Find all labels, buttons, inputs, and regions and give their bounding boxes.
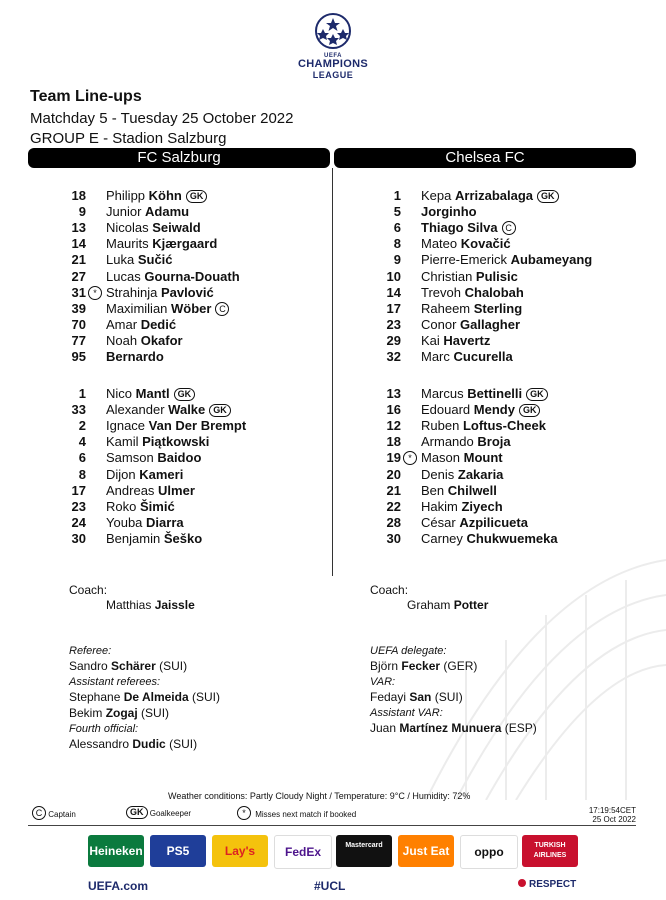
delegate-last: Fecker [401,659,441,673]
group-venue-line: GROUP E - Stadion Salzburg [30,130,227,147]
player-row [40,450,330,466]
player-row [40,386,330,402]
player-first-name: Benjamin [106,530,161,546]
player-row [40,531,330,547]
captain-icon: C [502,221,516,235]
player-row [40,499,330,515]
logo-league: LEAGUE [312,70,354,80]
player-first-name: Pierre-Emerick [421,252,507,268]
player-number: 13 [386,386,401,401]
player-last-name: Kjærgaard [152,236,218,252]
player-last-name: Gourna-Douath [144,268,240,284]
player-number: 17 [71,482,86,498]
player-name [421,349,513,365]
player-row [40,515,330,531]
player-name [106,204,189,220]
fourth-last: Dudic [132,737,166,751]
player-name [421,483,497,499]
player-name [421,236,511,252]
legend-booking [236,806,356,820]
goalkeeper-icon: GK [526,388,548,401]
player-last-name: Jorginho [421,204,477,220]
player-row [355,467,645,483]
home-coach-label: Coach: [69,583,108,597]
player-first-name: Samson [106,450,154,466]
timestamp-date: 25 Oct 2022 [592,815,636,824]
player-name [106,349,164,365]
ar1-first: Stephane [69,690,121,704]
player-name [106,418,246,434]
away-team-header: Chelsea FC [334,148,636,168]
player-number: 33 [71,402,86,418]
player-row [40,301,330,317]
player-number: 16 [386,402,401,418]
player-number: 12 [386,418,401,434]
player-last-name: Broja [477,434,511,450]
player-number: 6 [78,450,86,466]
player-last-name: Šimić [139,498,175,514]
player-last-name: Kameri [139,466,184,482]
assistant-referees-label: Assistant referees: [69,676,161,688]
player-name [106,220,201,236]
player-number: 5 [393,204,401,220]
player-name [421,269,518,285]
player-number: 21 [71,252,86,268]
player-first-name: Philipp [106,188,146,203]
player-row [355,531,645,547]
sponsor-logo: TURKISH AIRLINES [522,835,578,867]
player-name [421,386,548,402]
player-last-name: Bettinelli [467,386,523,401]
player-number: 9 [78,204,86,220]
player-first-name: Ruben [421,418,460,434]
player-name [421,204,477,220]
player-last-name: Šeško [163,530,203,546]
player-first-name: Noah [106,332,138,348]
player-number: 1 [393,188,401,203]
player-name [421,220,516,236]
player-number: 20 [386,466,401,482]
fourth-official [69,737,197,751]
player-number: 77 [71,332,86,348]
player-name [421,317,520,333]
player-last-name: Mendy [473,402,515,418]
player-first-name: Denis [421,466,455,482]
player-name [106,483,195,499]
legend-captain [32,806,76,820]
player-row [40,349,330,365]
referee-nat: (SUI) [159,659,188,673]
player-number: 30 [71,530,86,546]
player-row [355,236,645,252]
player-row [40,252,330,268]
player-number: 29 [386,332,401,348]
player-row [40,434,330,450]
player-row [355,301,645,317]
player-name [106,301,229,317]
player-number: 14 [71,236,86,252]
player-row [355,402,645,418]
legend-booking-text: Misses next match if booked [255,810,357,819]
player-row [40,467,330,483]
legend-goalkeeper [126,806,191,819]
player-last-name: Sučić [137,252,173,268]
ar1-last: De Almeida [123,690,189,704]
timestamp-time: 17:19:54CET [588,806,636,815]
player-first-name: Raheem [421,300,471,316]
footer-divider [28,825,636,826]
starball-icon [314,12,352,52]
player-row [355,450,645,466]
player-first-name: Amar [106,316,138,332]
player-number: 10 [386,268,401,284]
player-number: 32 [386,349,401,364]
var-label: VAR: [370,676,396,688]
player-number: 23 [386,316,401,332]
player-last-name: Adamu [145,204,190,220]
referee-label: Referee: [69,645,112,657]
player-number: 22 [386,498,401,514]
player-number: 17 [386,300,401,316]
player-name [106,252,173,268]
player-name [421,285,524,301]
player-first-name: Ben [421,482,445,498]
home-team-header: FC Salzburg [28,148,330,168]
player-last-name: Van Der Brempt [148,418,247,434]
player-number: 19 [386,450,401,466]
player-name [421,301,522,317]
player-row [355,188,645,204]
player-name [106,434,209,450]
player-row [355,333,645,349]
player-row [355,269,645,285]
player-row [355,349,645,365]
logo-uefa: UEFA [323,53,342,59]
player-first-name: Christian [421,268,473,284]
player-name [421,531,558,547]
player-row [355,483,645,499]
player-name [106,386,195,402]
assistant-referee-2 [69,706,169,720]
ar2-last: Zogaj [105,706,138,720]
player-first-name: Armando [421,434,474,450]
player-row [355,252,645,268]
player-name [106,499,175,515]
legend-captain-text: Captain [48,810,76,819]
player-row [355,220,645,236]
booking-star-icon: * [88,286,102,300]
player-last-name: Wöber [171,300,212,316]
player-number: 4 [78,434,86,450]
player-last-name: Gallagher [460,316,521,332]
player-last-name: Chukwuemeka [466,530,558,546]
player-number: 6 [393,220,401,236]
player-last-name: Azpilicueta [459,514,528,530]
sponsor-logo: Just Eat [398,835,454,867]
player-first-name: Kepa [421,188,452,203]
player-last-name: Dedić [140,316,177,332]
player-name [106,402,231,418]
player-number: 31 [71,284,86,300]
player-last-name: Piątkowski [142,434,210,450]
goalkeeper-icon: GK [186,190,208,203]
player-first-name: Lucas [106,268,141,284]
player-name [421,252,592,268]
player-row [355,317,645,333]
legend-goalkeeper-text: Goalkeeper [149,809,192,818]
player-row [355,386,645,402]
player-row [40,285,330,301]
away-coach-first: Graham [407,598,451,612]
player-first-name: Carney [421,530,463,546]
player-last-name: Pavlović [160,284,214,300]
player-row [40,333,330,349]
player-last-name: Havertz [443,332,491,348]
home-coach [106,598,195,612]
fourth-first: Alessandro [69,737,130,751]
respect-icon [518,879,526,887]
player-last-name: Kovačić [460,236,511,252]
player-number: 39 [71,300,86,316]
player-last-name: Bernardo [106,349,164,364]
player-name [106,531,202,547]
var-last: San [409,690,432,704]
champions-league-logo [285,12,381,80]
player-first-name: Junior [106,204,142,220]
player-first-name: Conor [421,316,457,332]
sponsor-logo: FedEx [274,835,332,869]
column-divider [332,168,333,576]
home-coach-first: Matthias [106,598,152,612]
player-first-name: Strahinja [106,284,158,300]
goalkeeper-icon: GK [519,404,541,417]
captain-icon: C [215,302,229,316]
player-last-name: Cucurella [453,349,513,364]
player-first-name: Maurits [106,236,149,252]
player-first-name: Nicolas [106,220,149,236]
player-first-name: César [421,514,456,530]
player-first-name: Luka [106,252,135,268]
player-first-name: Youba [106,514,143,530]
player-last-name: Loftus-Cheek [462,418,546,434]
player-number: 21 [386,482,401,498]
player-name [421,188,559,204]
player-last-name: Köhn [148,188,182,203]
player-row [40,402,330,418]
player-name [106,333,183,349]
away-coach [407,598,488,612]
player-last-name: Seiwald [152,220,201,236]
player-name [106,515,184,531]
player-first-name: Marc [421,349,450,364]
player-first-name: Roko [106,498,137,514]
player-name [106,269,240,285]
player-last-name: Ulmer [158,482,195,498]
avar-first: Juan [370,721,397,735]
referee [69,659,187,673]
player-row [355,515,645,531]
player-last-name: Zakaria [457,466,504,482]
player-row [355,418,645,434]
player-number: 14 [386,284,401,300]
player-last-name: Diarra [146,514,184,530]
player-name [106,450,201,466]
player-name [421,467,503,483]
matchday-line: Matchday 5 - Tuesday 25 October 2022 [30,110,294,127]
goalkeeper-icon: GK [209,404,231,417]
player-first-name: Kamil [106,434,139,450]
uefa-delegate-label: UEFA delegate: [370,645,447,657]
assistant-var-label: Assistant VAR: [370,707,443,719]
player-row [40,418,330,434]
sponsor-logo: oppo [460,835,518,869]
player-name [421,499,503,515]
player-first-name: Mason [421,450,461,466]
player-row [355,499,645,515]
player-first-name: Alexander [106,402,165,418]
player-row [40,269,330,285]
player-number: 23 [71,498,86,514]
avar-nat: (ESP) [504,721,537,735]
player-last-name: Mount [463,450,503,466]
player-first-name: Trevoh [421,284,461,300]
player-number: 8 [393,236,401,252]
fourth-official-label: Fourth official: [69,723,139,735]
player-number: 13 [71,220,86,236]
goalkeeper-icon: GK [537,190,559,203]
player-number: 18 [386,434,401,450]
player-name [421,515,528,531]
player-number: 24 [71,514,86,530]
goalkeeper-icon: GK [126,806,148,819]
logo-champions: CHAMPIONS [298,58,368,70]
player-last-name: Chilwell [447,482,497,498]
uefa-delegate [370,659,477,673]
player-name [106,236,217,252]
player-last-name: Pulisic [475,268,518,284]
player-row [40,317,330,333]
ar2-nat: (SUI) [141,706,170,720]
player-last-name: Chalobah [464,284,524,300]
player-row [40,188,330,204]
away-coach-label: Coach: [370,583,409,597]
player-row [355,285,645,301]
booking-star-icon: * [237,806,251,820]
home-coach-last: Jaissle [154,598,195,612]
player-number: 70 [71,316,86,332]
delegate-nat: (GER) [443,659,478,673]
captain-icon: C [32,806,46,820]
weather-conditions: Weather conditions: Partly Cloudy Night / Temperature: 9°C / Humidity: 72% [168,791,471,801]
player-last-name: Ziyech [461,498,503,514]
player-name [421,402,540,418]
player-first-name: Maximilian [106,300,168,316]
respect-text: RESPECT [529,879,577,890]
player-number: 27 [71,268,86,284]
player-first-name: Dijon [106,466,136,482]
player-first-name: Andreas [106,482,155,498]
sponsor-logo: Lay's [212,835,268,867]
player-name [106,317,176,333]
sponsor-logo: PS5 [150,835,206,867]
player-last-name: Aubameyang [510,252,593,268]
booking-star-icon: * [403,451,417,465]
player-last-name: Sterling [473,300,523,316]
var-nat: (SUI) [434,690,463,704]
player-last-name: Baidoo [157,450,202,466]
avar-last: Martínez Munuera [399,721,502,735]
player-row [40,236,330,252]
player-number: 28 [386,514,401,530]
player-row [40,204,330,220]
player-row [355,204,645,220]
player-number: 9 [393,252,401,268]
player-number: 30 [386,530,401,546]
away-coach-last: Potter [453,598,489,612]
player-first-name: Edouard [421,402,471,418]
player-name [421,434,511,450]
player-name [106,285,214,301]
ar1-nat: (SUI) [192,690,220,704]
player-last-name: Walke [168,402,206,418]
player-number: 18 [71,188,86,203]
player-first-name: Hakim [421,498,458,514]
player-number: 2 [78,418,86,434]
assistant-referee-1 [69,690,220,704]
player-first-name: Ignace [106,418,146,434]
fourth-nat: (SUI) [169,737,198,751]
player-name [421,418,546,434]
player-number: 1 [78,386,86,401]
player-row [355,434,645,450]
player-last-name: Thiago Silva [421,220,498,236]
player-first-name: Kai [421,332,440,348]
var-first: Fedayi [370,690,407,704]
assistant-var [370,721,537,735]
player-first-name: Nico [106,386,133,401]
uefa-com-link[interactable]: UEFA.com [88,879,149,893]
player-number: 8 [78,466,86,482]
player-last-name: Okafor [140,332,183,348]
player-name [421,333,490,349]
delegate-first: Björn [370,659,399,673]
ar2-first: Bekim [69,706,103,720]
referee-last: Schärer [111,659,156,673]
player-name [106,467,183,483]
player-name [421,450,503,466]
referee-first: Sandro [69,659,108,673]
timestamp [560,806,636,824]
player-first-name: Marcus [421,386,464,401]
goalkeeper-icon: GK [174,388,196,401]
sponsor-logo: Mastercard [336,835,392,867]
player-number: 95 [71,349,86,364]
player-first-name: Mateo [421,236,458,252]
respect-logo [518,879,576,890]
player-last-name: Arrizabalaga [455,188,534,203]
var-official [370,690,463,704]
player-last-name: Mantl [135,386,170,401]
page-title: Team Line-ups [30,88,142,105]
ucl-hashtag: #UCL [314,879,346,893]
sponsor-logo: Heineken [88,835,144,867]
player-row [40,483,330,499]
player-name [106,188,207,204]
player-row [40,220,330,236]
